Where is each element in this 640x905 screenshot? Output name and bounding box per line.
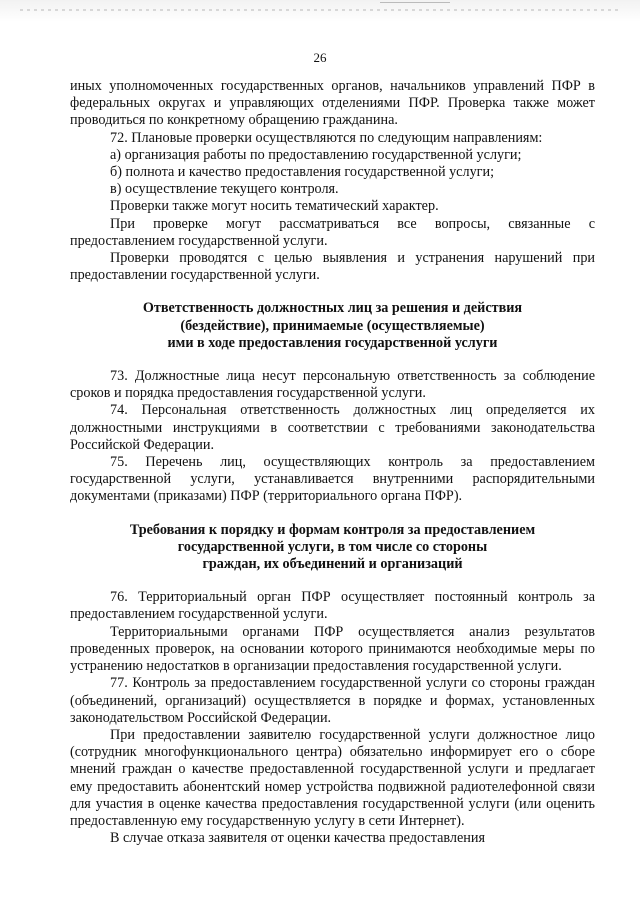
section-heading-responsibility bbox=[70, 300, 595, 352]
paragraph: 74. Персональная ответственность должностных лиц определяется их должностными инструкциями в соответствии с требованиями законодательства Российской Федерации. bbox=[70, 402, 595, 453]
list-item: б) полнота и качество предоставления государственной услуги; bbox=[110, 164, 495, 181]
scan-line bbox=[380, 2, 450, 3]
list-item: а) организация работы по предоставлению государственной услуги; bbox=[110, 146, 522, 163]
paragraph: При предоставлении заявителю государственной услуги должностное лицо (сотрудник многофункционального центра) обязательно информирует его о сборе мнений граждан о качестве предоставленной государственной услуги и предлагает ему предоставить абонентский номер устройства подвижной радиотелефонной связи для участия в оценке качества предоставления государственной услуги (или оценить предоставленную ему государственную услугу в сети Интернет). bbox=[70, 726, 595, 829]
page-number: 26 bbox=[313, 50, 327, 65]
paragraph: 77. Контроль за предоставлением государственной услуги со стороны граждан (объединений, организаций) осуществляется в порядке и формах, установленных законодательством Российской Федерации. bbox=[70, 675, 595, 726]
paragraph: 73. Должностные лица несут персональную ответственность за соблюдение сроков и порядка предоставления государственной услуги. bbox=[70, 368, 595, 402]
heading-line: ими в ходе предоставления государственной услуги bbox=[167, 334, 498, 351]
document-body bbox=[70, 78, 595, 847]
paragraph: При проверке могут рассматриваться все вопросы, связанные с предоставлением государственной услуги. bbox=[70, 215, 595, 249]
paragraph: 75. Перечень лиц, осуществляющих контроль за предоставлением государственной услуги, устанавливается внутренними распорядительными документами (приказами) ПФР (территориального органа ПФР). bbox=[70, 454, 595, 505]
section-heading-control-requirements bbox=[70, 522, 595, 574]
paragraph: 72. Плановые проверки осуществляются по следующим направлениям: bbox=[110, 129, 543, 146]
paragraph: иных уполномоченных государственных органов, начальников управлений ПФР в федеральных округах и управляющих отделениями ПФР. Проверка также может проводиться по конкретному обращению гражданина. bbox=[70, 78, 595, 129]
heading-line: Требования к порядку и формам контроля за предоставлением bbox=[129, 521, 536, 538]
heading-line: граждан, их объединений и организаций bbox=[202, 556, 463, 573]
list-item: в) осуществление текущего контроля. bbox=[110, 181, 339, 198]
scan-top-edge bbox=[0, 0, 640, 22]
heading-line: Ответственность должностных лиц за решения и действия bbox=[142, 300, 523, 317]
heading-line: государственной услуги, в том числе со стороны bbox=[177, 538, 488, 555]
paragraph: Проверки проводятся с целью выявления и устранения нарушений при предоставлении государственной услуги. bbox=[70, 250, 595, 284]
paragraph: 76. Территориальный орган ПФР осуществляет постоянный контроль за предоставлением государственной услуги. bbox=[70, 589, 595, 623]
paragraph: Проверки также могут носить тематический характер. bbox=[110, 198, 439, 215]
heading-line: (бездействие), принимаемые (осуществляемые) bbox=[180, 317, 485, 334]
paragraph: В случае отказа заявителя от оценки качества предоставления bbox=[110, 830, 485, 847]
scan-noise bbox=[20, 9, 620, 11]
paragraph: Территориальными органами ПФР осуществляется анализ результатов проведенных проверок, на основании которого принимаются необходимые меры по устранению недостатков в организации предоставления государственной услуги. bbox=[70, 623, 595, 675]
